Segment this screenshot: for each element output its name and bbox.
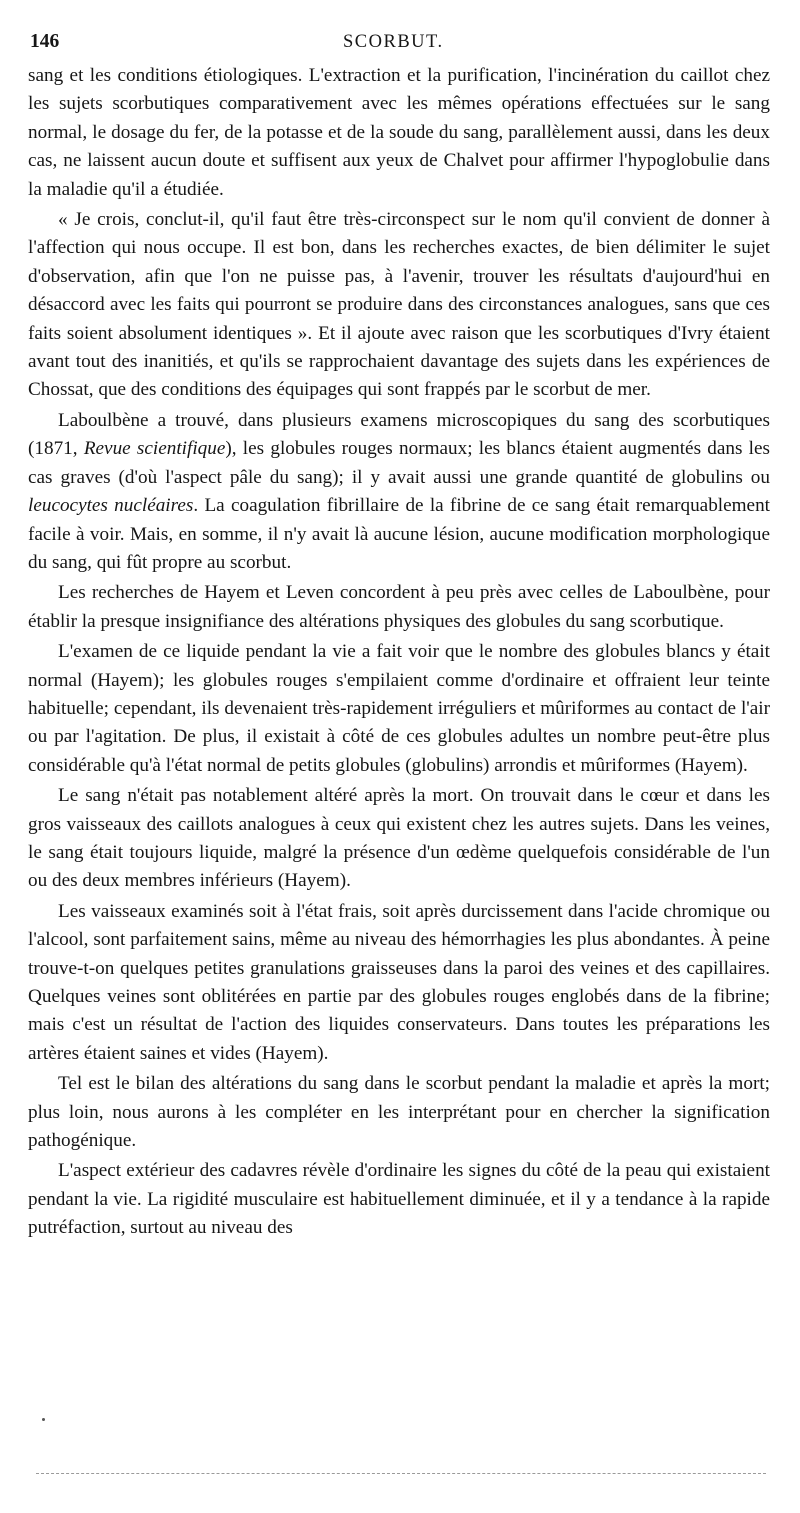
- paragraph: [28, 206, 770, 405]
- italic-text: Revue scientifique: [83, 438, 226, 460]
- footer-rule: [36, 1473, 766, 1474]
- text-run: L'aspect extérieur des cadavres révèle d'ordinaire les signes du côté de la peau qui existaient pendant la vie. La rigidité musculaire est habituellement diminuée, et il y a tendance à la rapide putréfaction, surtout au niveau des: [28, 1160, 770, 1239]
- text-run: « Je crois, conclut-il, qu'il faut être très-circonspect sur le nom qu'il convient de donner à l'affection qui nous occupe. Il est bon, dans les recherches exactes, de bien délimiter le sujet d'observation, afin que l'on ne puisse pas, à l'avenir, trouver les résultats d'aujourd'hui en désaccord avec les faits qui pourront se produire dans des circonstances analogues, sans que ces faits soient absolument identiques ». Et il ajoute avec raison que les scorbutiques d'Ivry étaient avant tout des inanitiés, et qu'ils se rapprochaient davantage des sujets dans les expériences de Chossat, que des conditions des équipages qui sont frappés par le scorbut de mer.: [28, 209, 770, 401]
- text-run: sang et les conditions étiologiques. L'extraction et la purification, l'incinération du caillot chez les sujets scorbutiques comparativement avec les mêmes opérations effectuées sur le sang normal, le dosage du fer, de la potasse et de la soude du sang, parallèlement aussi, dans les deux cas, ne laissent aucun doute et suffisent aux yeux de Chalvet pour affirmer l'hypoglobulie dans la maladie qu'il a étudiée.: [28, 65, 770, 200]
- page-number: 146: [30, 31, 60, 52]
- paragraph: [28, 579, 770, 636]
- text-run: Tel est le bilan des altérations du sang dans le scorbut pendant la maladie et après la mort; plus loin, nous aurons à les compléter en les interprétant pour en chercher la signification pathogénique.: [28, 1073, 770, 1152]
- paragraph: [28, 1157, 770, 1242]
- paragraph: [28, 1070, 770, 1155]
- text-run: ), les globules rouges normaux; les blancs étaient augmentés dans les cas graves (d'où l'aspect pâle du sang); il y avait aussi une grande quantité de globulins ou: [28, 438, 771, 488]
- paragraph: [28, 407, 770, 577]
- paragraph: [28, 62, 770, 204]
- running-title: SCORBUT.: [343, 32, 444, 52]
- margin-speck: [42, 1418, 45, 1421]
- text-run: . La coagulation fibrillaire de la fibrine de ce sang était remarquablement facile à voir. Mais, en somme, il n'y avait là aucune lésion, aucune modification morphologique du sang, qui fût propre au scorbut.: [28, 495, 770, 573]
- paragraph: [28, 782, 770, 896]
- document-page: [28, 28, 770, 1243]
- running-head: [28, 28, 770, 56]
- text-run: L'examen de ce liquide pendant la vie a fait voir que le nombre des globules blancs y était normal (Hayem); les globules rouges s'empilaient comme d'ordinaire et offraient leur teinte habituelle; cependant, ils devenaient très-rapidement irréguliers et mûriformes au contact de l'air ou par l'agitation. De plus, il existait à côté de ces globules adultes un nombre peut-être plus considérable qu'à l'état normal de petits globules (globulins) arrondis et mûriformes (Hayem).: [28, 641, 770, 776]
- text-run: Laboulbène a trouvé, dans plusieurs examens microscopiques du sang des scorbutiques (1871,: [28, 409, 770, 460]
- paragraph: [28, 898, 770, 1068]
- body-text: [28, 62, 770, 1243]
- text-run: Le sang n'était pas notablement altéré après la mort. On trouvait dans le cœur et dans les gros vaisseaux des caillots analogues à ceux qui existent chez les autres sujets. Dans les veines, le sang était toujours liquide, malgré la présence d'un œdème quelquefois considérable de l'un ou des deux membres inférieurs (Hayem).: [28, 785, 770, 892]
- paragraph: [28, 638, 770, 780]
- text-run: Les vaisseaux examinés soit à l'état frais, soit après durcissement dans l'acide chromique ou l'alcool, sont parfaitement sains, même au niveau des hémorrhagies les plus abondantes. À peine trouve-t-on quelques petites granulations graisseuses dans la paroi des veines et des capillaires. Quelques veines sont oblitérées en partie par des globules rouges englobés dans de la fibrine; mais c'est un résultat de l'action des liquides conservateurs. Dans toutes les préparations les artères étaient saines et vides (Hayem).: [28, 900, 770, 1064]
- italic-text: leucocytes nucléaires: [28, 495, 194, 517]
- text-run: Les recherches de Hayem et Leven concordent à peu près avec celles de Laboulbène, pour établir la presque insignifiance des altérations physiques des globules du sang scorbutique.: [28, 582, 770, 632]
